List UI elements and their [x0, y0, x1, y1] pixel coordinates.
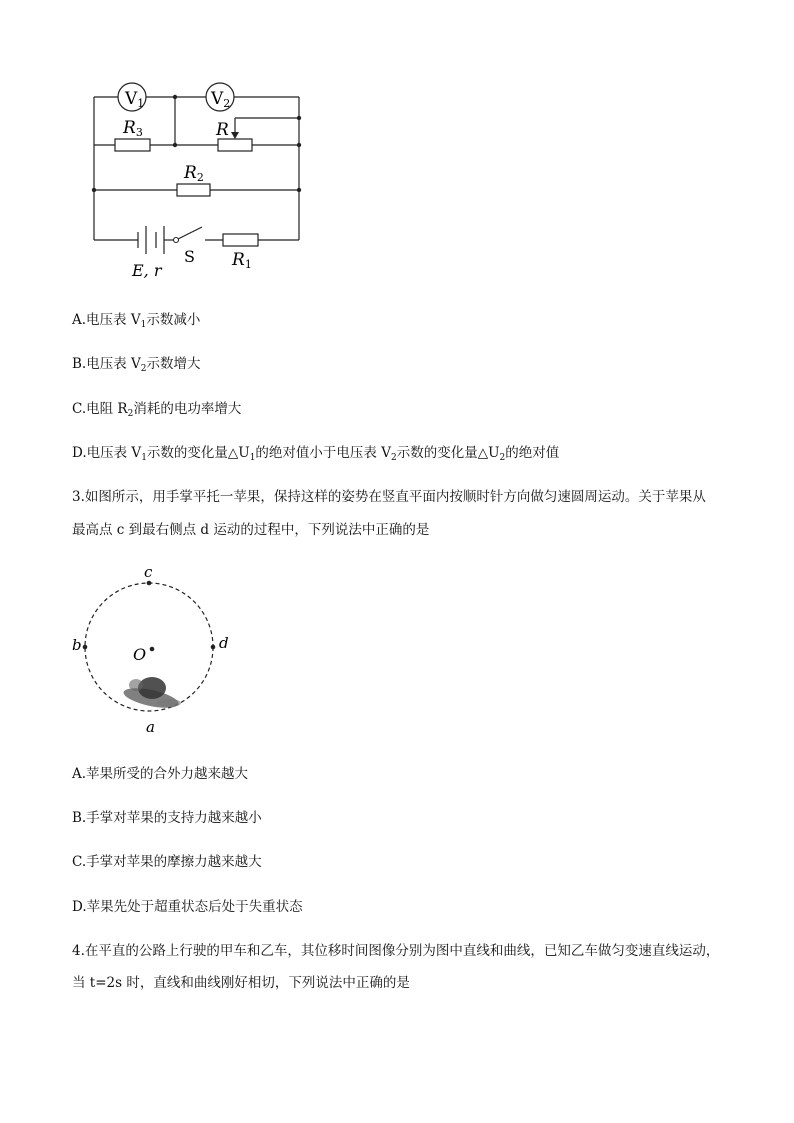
q3-stem-line2: 最高点 c 到最右侧点 d 运动的过程中，下列说法中正确的是	[72, 522, 430, 538]
q3-option-d: D.苹果先处于超重状态后处于失重状态	[72, 899, 303, 915]
r1-label: R1	[232, 250, 252, 271]
r3-label: R3	[123, 118, 143, 139]
r-label: R	[216, 120, 229, 140]
apple-circle-figure	[66, 560, 246, 740]
q2-option-c: C.电阻 $R_2$消耗的电功率增大	[72, 401, 242, 419]
q3-stem-line1: 3.如图所示，用手掌平托一苹果，保持这样的姿势在竖直平面内按顺时针方向做匀速圆周运动。关于苹果从	[72, 489, 706, 505]
point-o-label: O	[133, 645, 147, 664]
q4-stem-line1: 4.在平直的公路上行驶的甲车和乙车，其位移时间图像分别为图中直线和曲线，已知乙车做匀变速直线运动，	[72, 943, 720, 959]
point-c-label: c	[144, 563, 153, 581]
circuit-diagram	[80, 80, 320, 280]
q2-option-b: B.电压表 $V_2$示数增大	[72, 356, 201, 374]
q4-stem-line2: 当 t=2s 时，直线和曲线刚好相切，下列说法中正确的是	[72, 975, 410, 991]
q2-option-a: A.电压表 $V_1$示数减小	[72, 312, 201, 330]
point-d-label: d	[219, 634, 229, 652]
q3-option-c: C.手掌对苹果的摩擦力越来越大	[72, 854, 262, 870]
v2-label: V2	[211, 89, 231, 110]
source-label: E, r	[132, 261, 162, 280]
q3-option-b: B.手掌对苹果的支持力越来越小	[72, 810, 262, 826]
r2-label: R2	[184, 163, 204, 184]
switch-label: S	[184, 247, 195, 266]
v1-label: V1	[125, 89, 145, 110]
q2-option-d: D.电压表 $V_1$示数的变化量$\triangle U_1$的绝对值小于电压表 $V_2$示数的变化量$\triangle U_2$的绝对值	[72, 445, 560, 463]
q3-option-a: A.苹果所受的合外力越来越大	[72, 766, 249, 782]
hand-apple-icon	[122, 677, 181, 712]
point-a-label: a	[146, 718, 155, 736]
point-b-label: b	[72, 636, 82, 654]
